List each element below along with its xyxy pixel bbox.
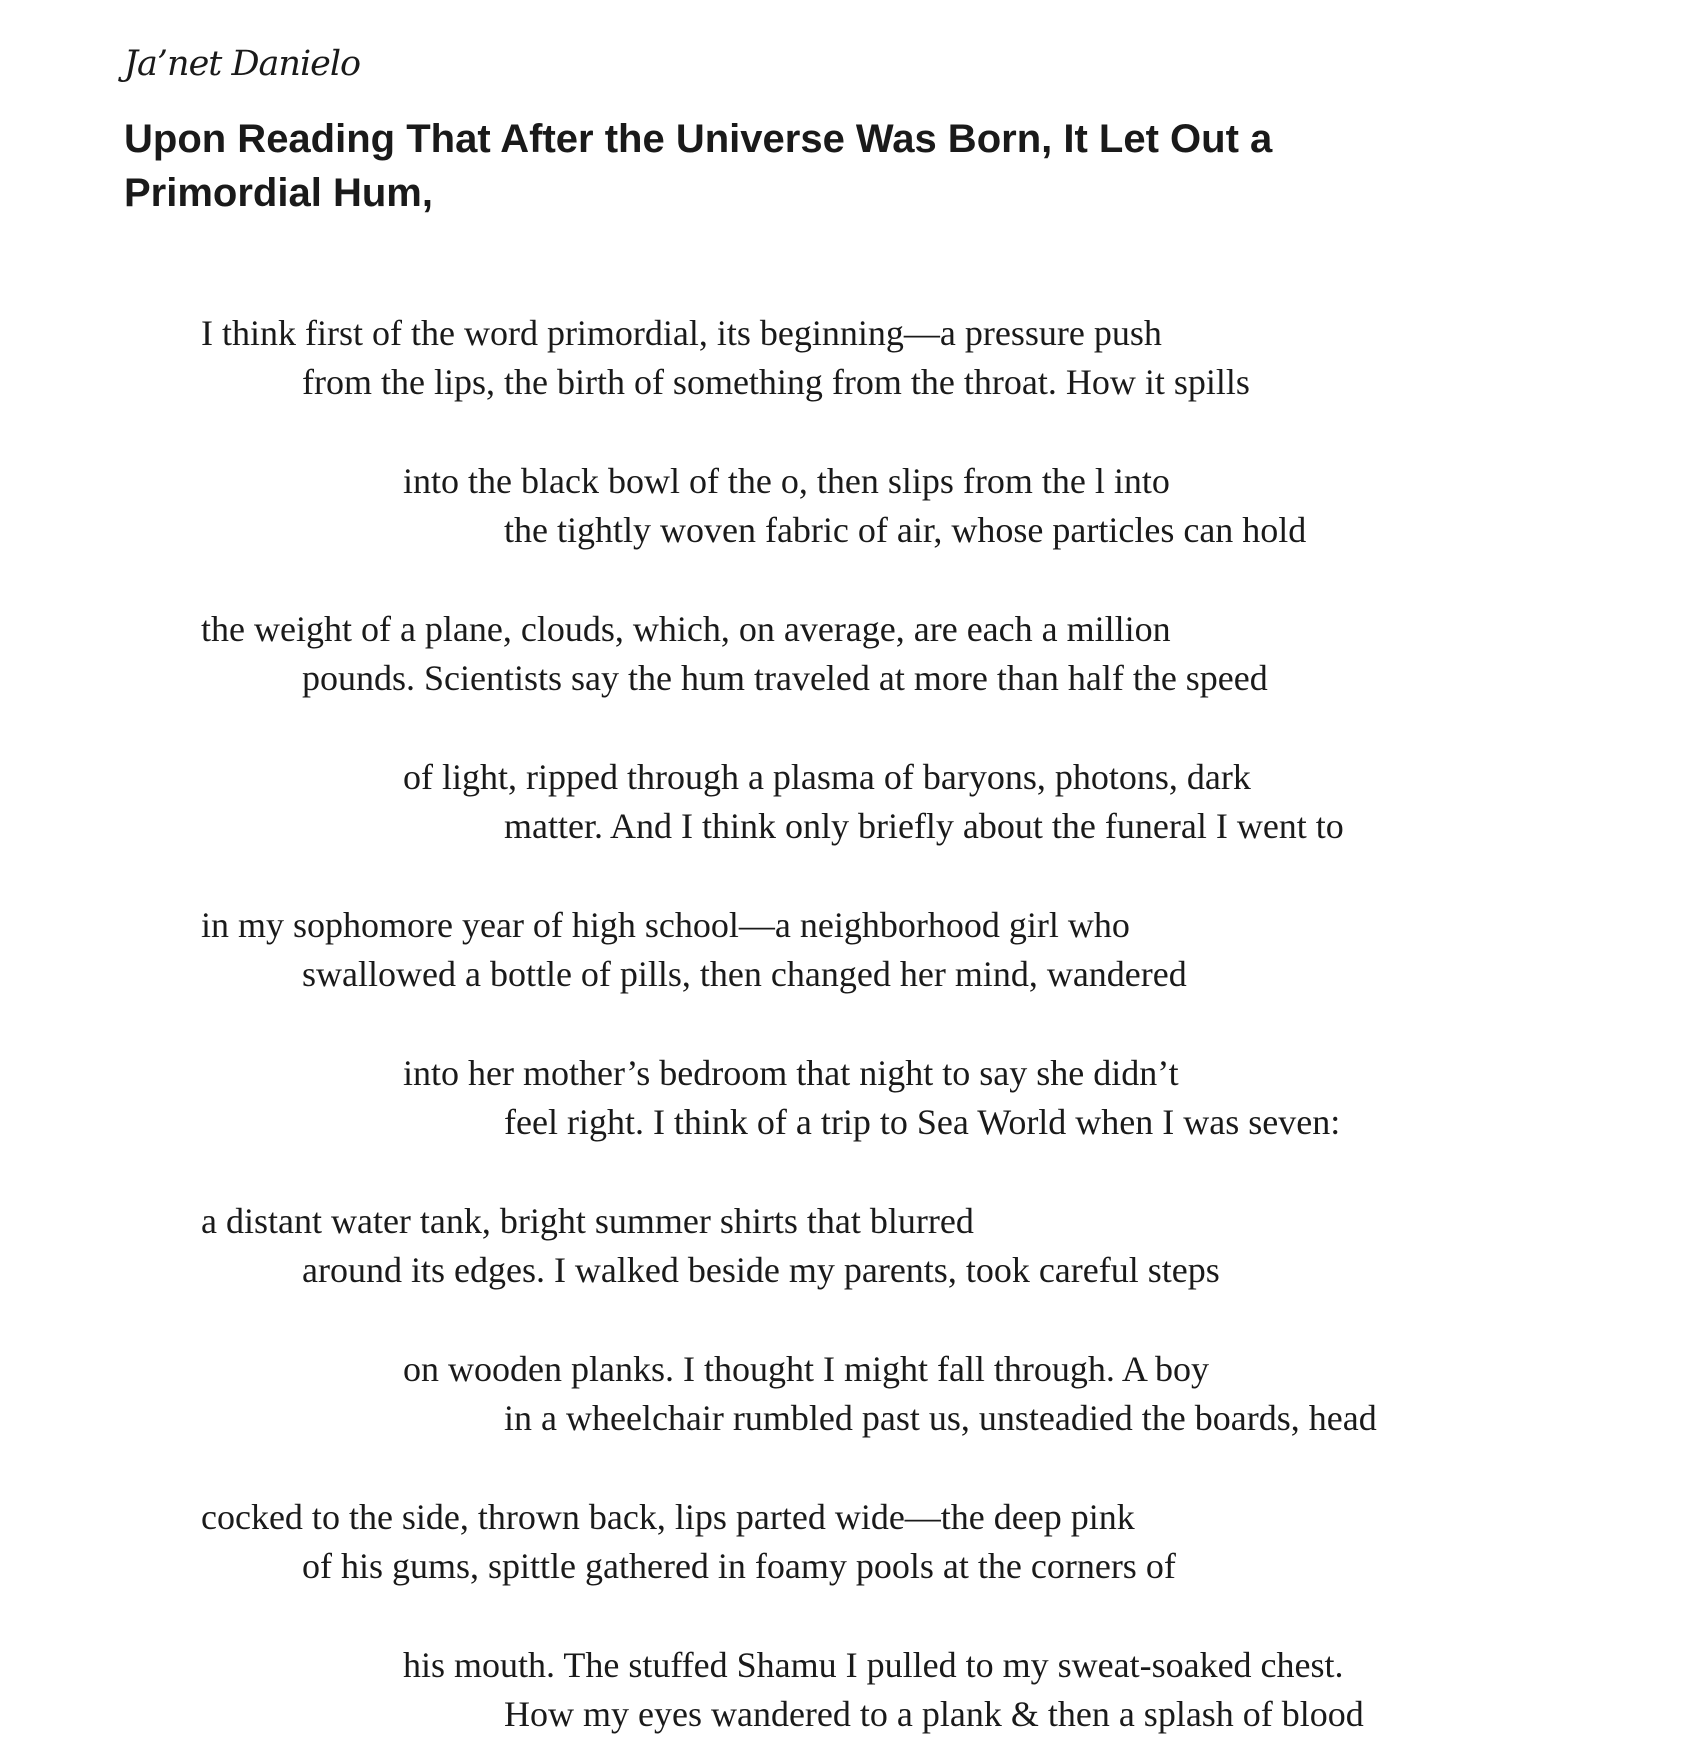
author-name: Ja’net Danielo bbox=[124, 44, 361, 84]
poem-line: in a wheelchair rumbled past us, unsteadied the boards, head bbox=[504, 1398, 1377, 1438]
poem-line: pounds. Scientists say the hum traveled at more than half the speed bbox=[302, 658, 1268, 698]
poem-line: from the lips, the birth of something from the throat. How it spills bbox=[302, 362, 1250, 402]
poem-line: I think first of the word primordial, its beginning—a pressure push bbox=[201, 313, 1162, 353]
poem-line: into her mother’s bedroom that night to say she didn’t bbox=[403, 1053, 1179, 1093]
poem-line: on wooden planks. I thought I might fall through. A boy bbox=[403, 1349, 1209, 1389]
title-line-1: Upon Reading That After the Universe Was Born, It Let Out a bbox=[124, 117, 1273, 161]
poem-line: the weight of a plane, clouds, which, on average, are each a million bbox=[201, 609, 1171, 649]
poem-line: swallowed a bottle of pills, then changed her mind, wandered bbox=[302, 954, 1187, 994]
poem-line: cocked to the side, thrown back, lips parted wide—the deep pink bbox=[201, 1497, 1135, 1537]
poem-line: of light, ripped through a plasma of baryons, photons, dark bbox=[403, 757, 1251, 797]
poem-line: the tightly woven fabric of air, whose particles can hold bbox=[504, 510, 1307, 550]
poem-line: into the black bowl of the o, then slips from the l into bbox=[403, 461, 1170, 501]
title-line-2: Primordial Hum, bbox=[124, 171, 433, 215]
poem-line: matter. And I think only briefly about the funeral I went to bbox=[504, 806, 1344, 846]
poem-line: of his gums, spittle gathered in foamy pools at the corners of bbox=[302, 1546, 1176, 1586]
poem-line: a distant water tank, bright summer shirts that blurred bbox=[201, 1201, 974, 1241]
poem-line: his mouth. The stuffed Shamu I pulled to my sweat-soaked chest. bbox=[403, 1645, 1344, 1685]
poem-line: How my eyes wandered to a plank & then a splash of blood bbox=[504, 1694, 1364, 1734]
poem-line: around its edges. I walked beside my parents, took careful steps bbox=[302, 1250, 1220, 1290]
poem-line: in my sophomore year of high school—a neighborhood girl who bbox=[201, 905, 1130, 945]
poem-line: feel right. I think of a trip to Sea World when I was seven: bbox=[504, 1102, 1341, 1142]
